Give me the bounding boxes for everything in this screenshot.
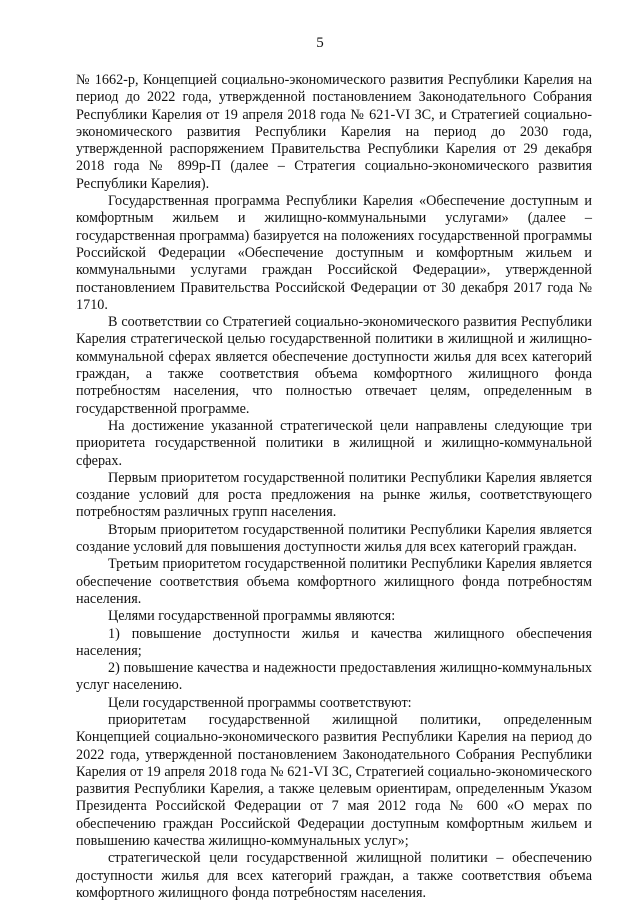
paragraph: стратегической цели государственной жилищной политики – обеспечению доступности жилья для всех категорий граждан, а также соответствия объема комфортного жилищного фонда потребностям населения. [76, 850, 592, 901]
paragraph: приоритетам государственной жилищной политики, определенным Концепцией социально-экономического развития Республики Карелия на период до 2022 года, утвержденной постановлением Законодательного Собрания Республики Карелия от 19 апреля 2018 года № 621-VI ЗС, Стратегией социально-экономического развития Республики Карелия, а также целевым ориентирам, определенным Указом Президента Российской Федерации от 7 мая 2012 года № 600 «О мерах по обеспечению граждан Российской Федерации доступным комфортным жильем и повышению качества жилищно-коммунальных услуг»; [76, 711, 592, 850]
list-item: 1) повышение доступности жилья и качества жилищного обеспечения населения; [76, 625, 592, 659]
page-number: 5 [316, 35, 324, 51]
paragraph: На достижение указанной стратегической цели направлены следующие три приоритета государственной политики в жилищной и жилищно-коммунальной сферах. [76, 417, 592, 469]
paragraph: Первым приоритетом государственной политики Республики Карелия является создание условий для роста предложения на рынке жилья, соответствующего потребностям различных групп населения. [76, 469, 592, 521]
paragraph: Третьим приоритетом государственной политики Республики Карелия является обеспечение соответствия объема комфортного жилищного фонда потребностям населения. [76, 556, 592, 607]
paragraph: Вторым приоритетом государственной политики Республики Карелия является создание условий для повышения доступности жилья для всех категорий граждан. [76, 521, 592, 556]
list-item: 2) повышение качества и надежности предоставления жилищно-коммунальных услуг населению. [76, 660, 592, 694]
paragraph: В соответствии со Стратегией социально-экономического развития Республики Карелия стратегической целью государственной политики в жилищной и жилищно-коммунальной сферах является обеспечение доступности жилья для всех категорий граждан, а также соответствия объема комфортного жилищного фонда потребностям населения, что полностью отвечает целям, определенным в государственной программе. [76, 314, 592, 417]
paragraph: Цели государственной программы соответствуют: [108, 694, 412, 711]
document-body [76, 72, 592, 902]
paragraph: Государственная программа Республики Карелия «Обеспечение доступным и комфортным жильем и жилищно-коммунальными услугами» (далее – государственная программа) базируется на положениях государственной программы Российской Федерации «Обеспечение доступным и комфортным жильем и коммунальными услугами граждан Российской Федерации», утвержденной постановлением Правительства Российской Федерации от 30 декабря 2017 года № 1710. [76, 193, 592, 313]
paragraph: Целями государственной программы являются: [108, 608, 396, 625]
paragraph-continuation: № 1662-р, Концепцией социально-экономического развития Республики Карелия на период до 2022 года, утвержденной постановлением Законодательного Собрания Республики Карелия от 19 апреля 2018 года № 621-VI ЗС, и Стратегией социально-экономического развития Республики Карелия на период до 2030 года, утвержденной распоряжением Правительства Республики Карелия от 29 декабря 2018 года № 899р-П (далее – Стратегия социально-экономического развития Республики Карелия). [76, 72, 592, 192]
